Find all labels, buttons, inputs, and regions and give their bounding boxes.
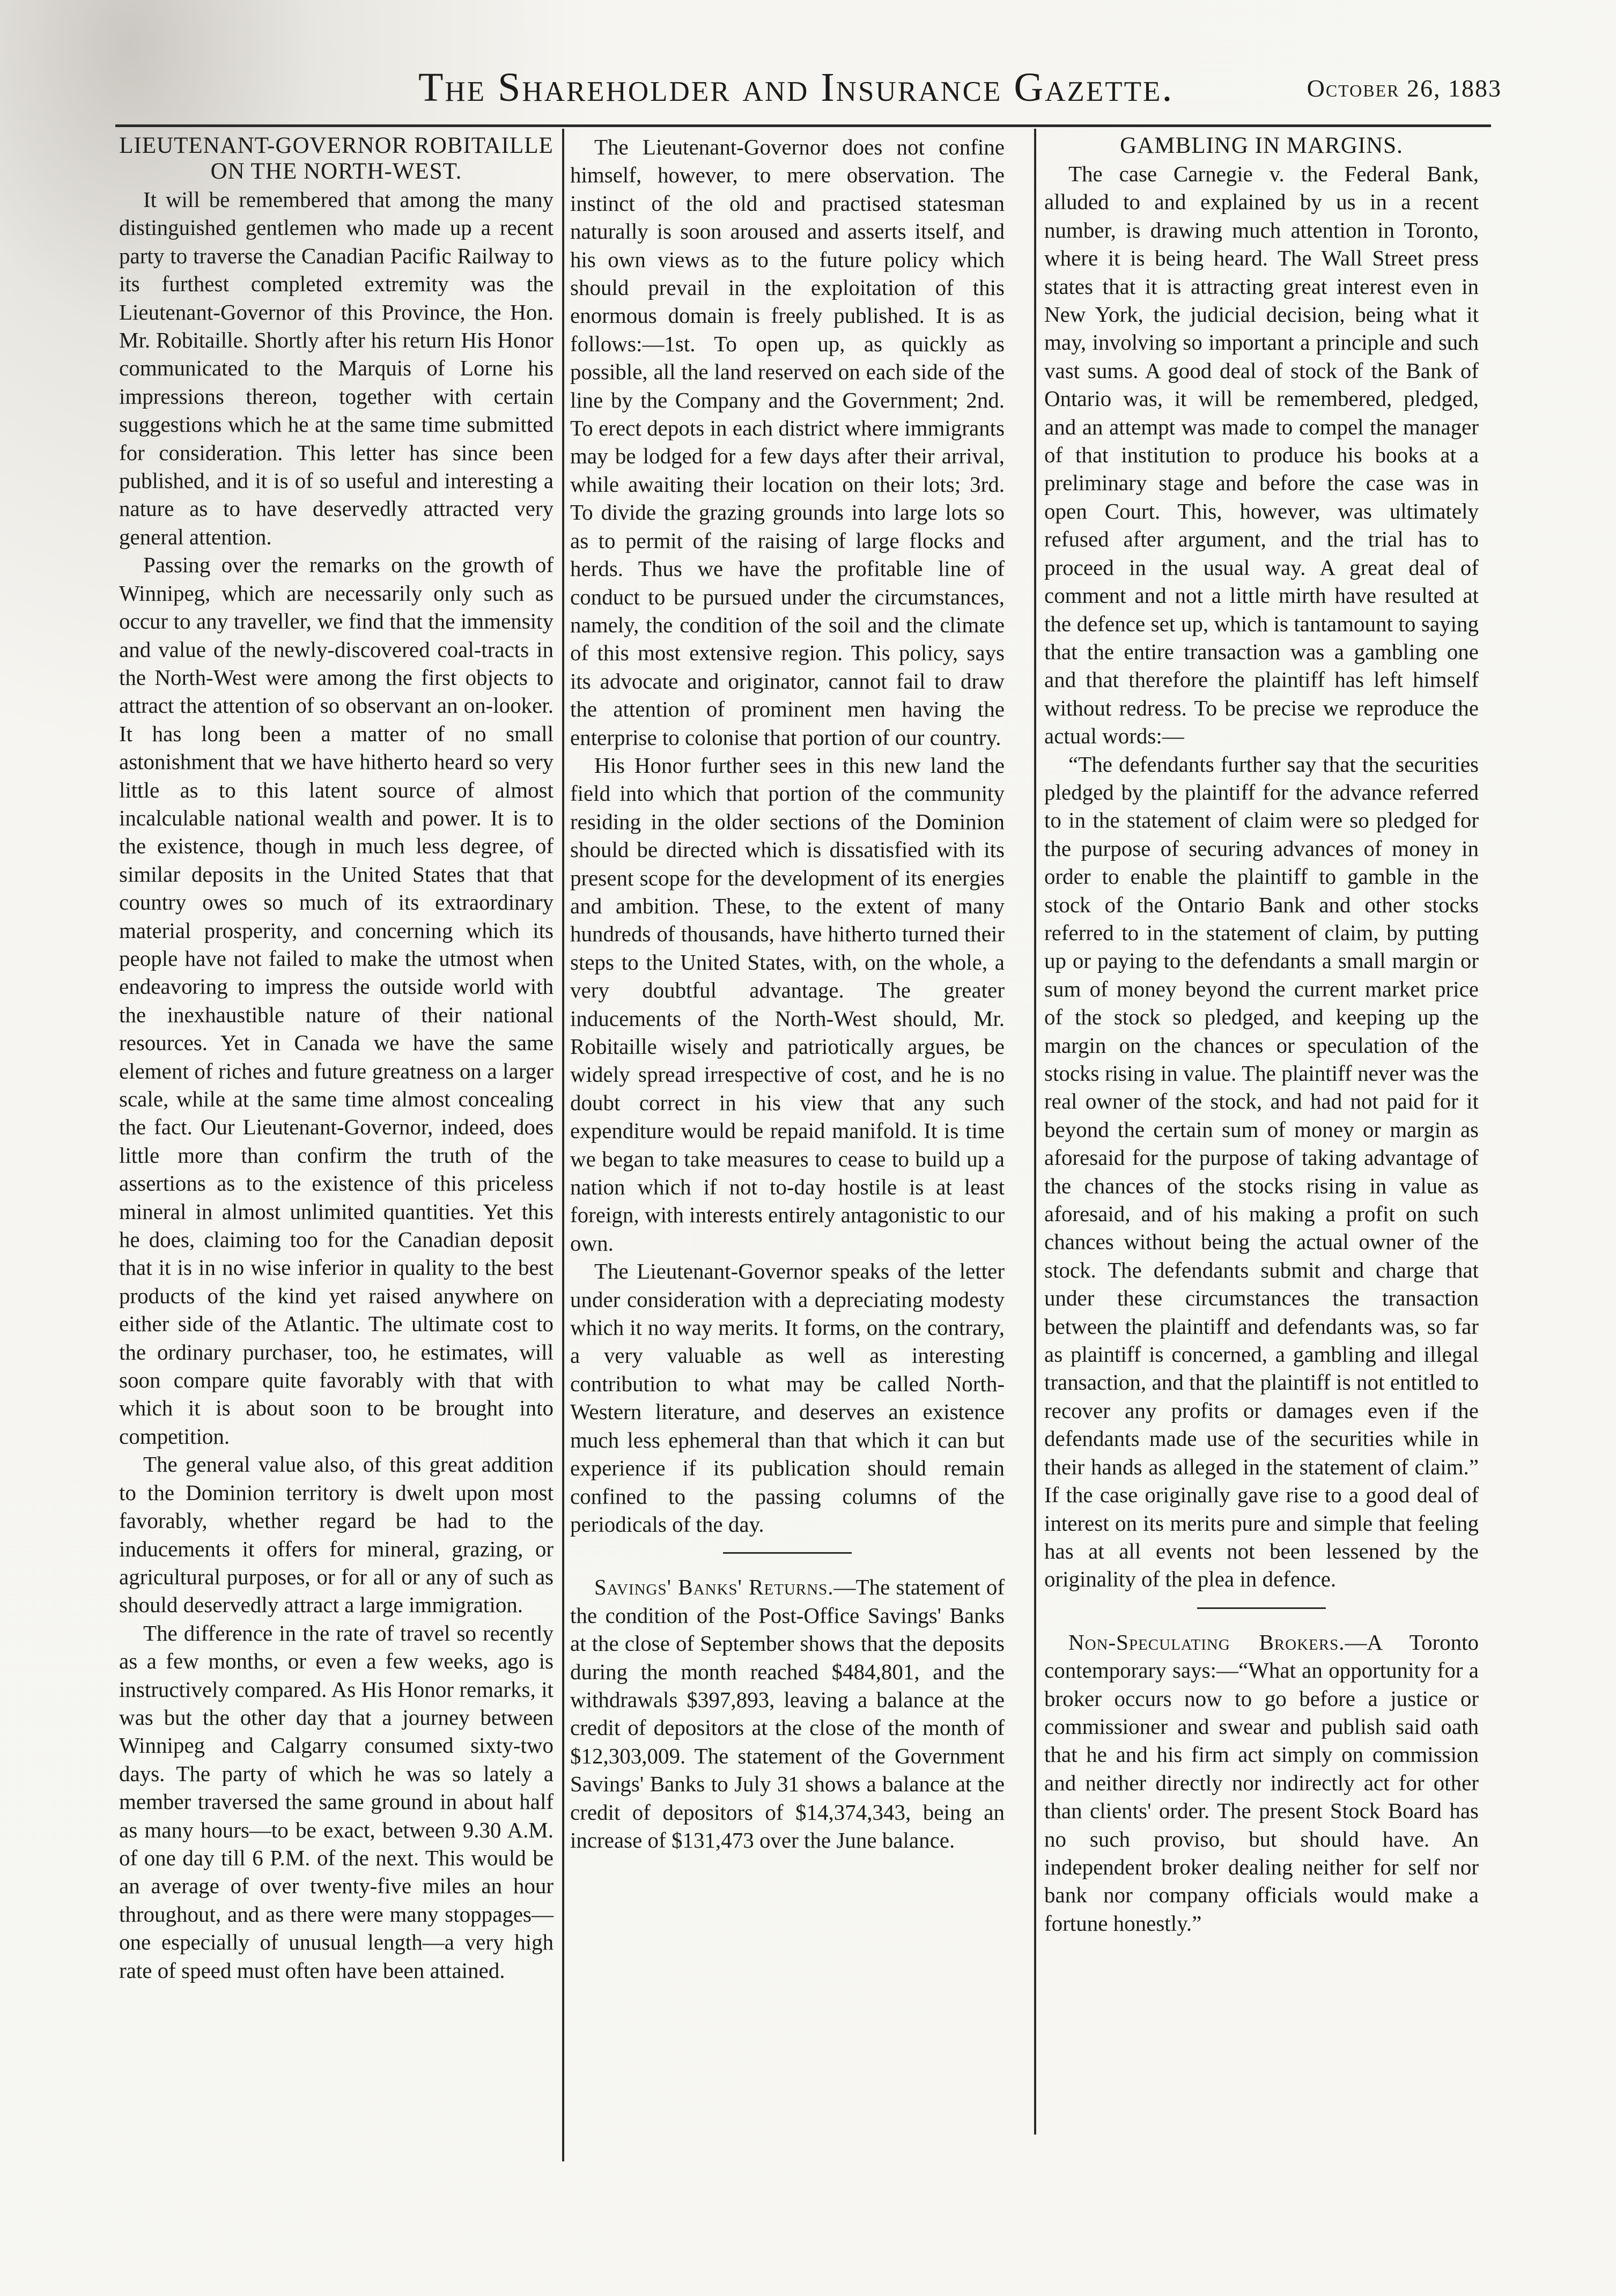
savings-banks-lead: Savings' Banks' Returns. — [594, 1575, 834, 1600]
section-divider — [723, 1552, 852, 1554]
publication-title: The Shareholder and Insurance Gazette. — [418, 65, 1174, 110]
article-paragraph: “The defendants further say that the securities pledged by the plaintiff for the advance referred to in the statement of claim were so pledged for the purpose of securing advances of money in order to enable the plaintiff to gamble in the stock of the Ontario Bank and other stocks referred to in the statement of claim, by putting up or paying to the defendants a small margin or sum of money beyond the current market price of the stock so pledged, and keeping up the margin on the chances or speculation of the stocks rising in value. The plaintiff never was the real owner of the stock, and had not paid for it beyond the certain sum of money or margin as aforesaid for the purpose of taking advantage of the chances of the stocks rising in value as aforesaid, and of his making a profit on such chances without being the actual owner of the stock. The defendants submit and charge that under these circumstances the transaction between the plaintiff and defendants was, so far as plaintiff is concerned, a gambling and illegal transaction, and that the plaintiff is not entitled to recover any profits or damages even if the defendants made use of the securities while in their hands as alleged in the statement of claim.” If the case originally gave rise to a good deal of interest on its merits pure and simple that feeling has at all events not been lessened by the originality of the plea in defence. — [1044, 751, 1479, 1592]
brokers-text: —A Toronto contemporary says:—“What an opportunity for a broker occurs now to go before a justice or commissioner and swear and publish said oath that he and his firm act simply on commission and neither directly nor indirectly act for other than clients' order. The present Stock Board has no such proviso, but should have. An independent broker dealing neither for self nor bank nor company officials would make a fortune honestly.” — [1044, 1629, 1479, 1936]
column-3 — [1044, 133, 1479, 1937]
column-divider-2 — [1034, 129, 1036, 2135]
article-paragraph: It will be remembered that among the many distinguished gentlemen who made up a recent party to traverse the Canadian Pacific Railway to its furthest completed extremity was the Lieutenant-Governor of this Province, the Hon. Mr. Robitaille. Shortly after his return His Honor communicated to the Marquis of Lorne his impressions thereon, together with certain suggestions which he at the same time submitted for consideration. This letter has since been published, and it is of so useful and interesting a nature as to have deservedly attracted very general attention. — [119, 187, 554, 549]
savings-banks-paragraph — [570, 1573, 1005, 1854]
article-paragraph: The difference in the rate of travel so recently as a few months, or even a few weeks, ago is instructively compared. As His Honor remarks, it was but the other day that a journey between Winnipeg and Calgarry consumed sixty-two days. The party of which he was so lately a member traversed the same ground in about half as many hours—to be exact, between 9.30 A.M. of one day till 6 P.M. of the next. This would be an average of over twenty-five miles an hour throughout, and as there were many stoppages—one especially of unusual length—a very high rate of speed must often have been attained. — [119, 1620, 554, 1983]
article-paragraph: The general value also, of this great addition to the Dominion territory is dwelt upon most favorably, whether regard be had to the inducements it offers for mineral, grazing, or agricultural purposes, or for all or any of such as should deservedly attract a large immigration. — [119, 1452, 554, 1618]
article-paragraph: His Honor further sees in this new land the field into which that portion of the community residing in the older sections of the Dominion should be directed which is dissatisfied with its present scope for the development of its energies and ambition. These, to the extent of many hundreds of thousands, have hitherto turned their steps to the United States, with, on the whole, a very doubtful advantage. The greater inducements of the North-West should, Mr. Robitaille wisely and patriotically argues, be widely spread irrespective of cost, and he is no doubt correct in his view that any such expenditure would be repaid manifold. It is time we began to take measures to cease to build up a nation which if not to-day hostile is at least foreign, with interests entirely antagonistic to our own. — [570, 752, 1005, 1256]
article-paragraph: The Lieutenant-Governor does not confine himself, however, to mere observation. The instinct of the old and practised statesman naturally is soon aroused and asserts itself, and his own views as to the future policy which should prevail in the exploitation of this enormous domain is freely published. It is as follows:—1st. To open up, as quickly as possible, all the land reserved on each side of the line by the Company and the Government; 2nd. To erect depots in each district where immigrants may be lodged for a few days after their arrival, while awaiting their location on their lots; 3rd. To divide the grazing grounds into large lots so as to permit of the raising of large flocks and herds. Thus we have the profitable line of conduct to be pursued under the circumstances, namely, the condition of the soil and the climate of this most extensive region. This policy, says its advocate and originator, cannot fail to draw the attention of prominent men having the enterprise to colonise that portion of our country. — [570, 135, 1005, 750]
masthead-rule — [115, 124, 1491, 127]
article-paragraph: Passing over the remarks on the growth of Winnipeg, which are necessarily only such as occur to any traveller, we find that the immensity and value of the newly-discovered coal-tracts in the North-West were among the first objects to attract the attention of so observant an on-looker. It has long been a matter of no small astonishment that we have hitherto heard so very little as to this latent source of almost incalculable national wealth and power. It is to the existence, though in much less degree, of similar deposits in the United States that that country owes so much of its extraordinary material prosperity, and concerning which its people have not failed to make the utmost when endeavoring to impress the outside world with the inexhaustible nature of their national resources. Yet in Canada we have the same element of riches and future greatness on a larger scale, while at the same time almost concealing the fact. Our Lieutenant-Governor, indeed, does little more than confirm the truth of the assertions as to the existence of this priceless mineral in almost unlimited quantities. Yet this he does, claiming too for the Canadian deposit that it is in no wise inferior in quality to the best products of the kind yet raised anywhere on either side of the Atlantic. The ultimate cost to the ordinary purchaser, too, he estimates, will soon compare quite favorably with that with which it is about soon to be brought into competition. — [119, 552, 554, 1449]
article-headline-gambling: GAMBLING IN MARGINS. — [1120, 133, 1403, 158]
column-divider-1 — [562, 129, 564, 2161]
article-paragraph: The Lieutenant-Governor speaks of the letter under consideration with a depreciating modesty which it no way merits. It forms, on the contrary, a very valuable as well as interesting contribution to what may be called North-Western literature, and deserves an existence much less ephemeral than that which it can but experience if its publication should remain confined to the passing columns of the periodicals of the day. — [570, 1259, 1005, 1537]
article-paragraph: The case Carnegie v. the Federal Bank, alluded to and explained by us in a recent number, is drawing much attention in Toronto, where it is being heard. The Wall Street press states that it is attracting great interest even in New York, the judicial decision, being what it may, involving so important a principle and such vast sums. A good deal of stock of the Bank of Ontario was, it will be remembered, pledged, and an attempt was made to compel the manager of that institution to produce his books at a preliminary stage and before the case was in open Court. This, however, was ultimately refused after argument, and the trial has to proceed in the usual way. A great deal of comment and not a little mirth have resulted at the defence set up, which is tantamount to saying that the entire transaction was a gambling one and that therefore the plaintiff has left himself without redress. To be precise we reproduce the actual words:— — [1044, 161, 1479, 749]
column-2 — [570, 133, 1005, 1854]
savings-banks-text: —The statement of the condition of the Post-Office Savings' Banks at the close of September shows that the deposits during the month reached $484,801, and the withdrawals $397,893, leaving a balance at the credit of depositors at the close of the month of $12,303,009. The statement of the Government Savings' Banks to July 31 shows a balance at the credit of depositors of $14,374,343, being an increase of $131,473 over the June balance. — [570, 1575, 1005, 1852]
brokers-lead: Non-Speculating Brokers. — [1068, 1629, 1345, 1655]
brokers-paragraph — [1044, 1628, 1479, 1937]
masthead — [418, 64, 1502, 118]
issue-date: October 26, 1883 — [1307, 75, 1502, 102]
section-divider — [1197, 1607, 1326, 1609]
column-1 — [119, 133, 554, 1984]
article-headline-robitaille: LIEUTENANT-GOVERNOR ROBITAILLE ON THE NORTH-WEST. — [119, 133, 554, 184]
